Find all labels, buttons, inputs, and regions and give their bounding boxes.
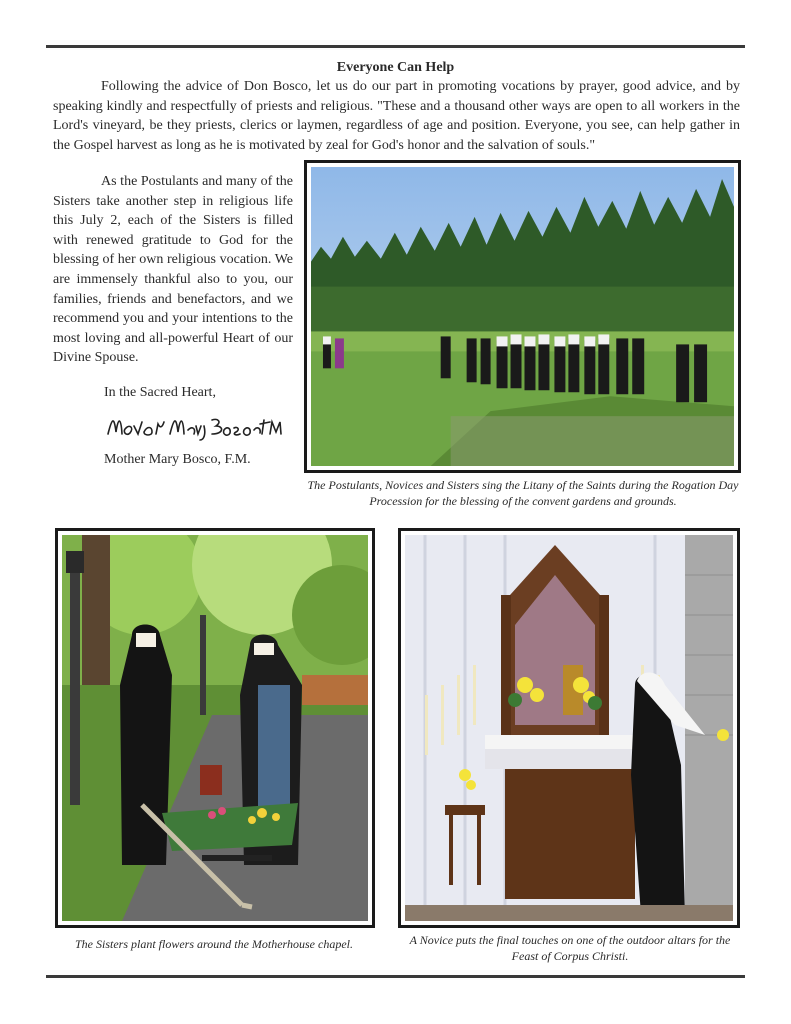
handwritten-signature [104, 408, 284, 444]
closing-salutation: In the Sacred Heart, [104, 385, 216, 400]
procession-photo [304, 160, 741, 473]
bottom-rule [46, 975, 745, 978]
planting-caption: The Sisters plant flowers around the Motherhouse chapel. [75, 937, 353, 951]
altar-caption: A Novice puts the final touches on one of the outdoor altars for the Feast of Corpus Christi. [409, 933, 731, 963]
signer-name: Mother Mary Bosco, F.M. [104, 452, 251, 467]
procession-caption: The Postulants, Novices and Sisters sing the Litany of the Saints during the Rogation Day Procession for the blessing of the convent gardens and grounds. [307, 478, 739, 508]
top-rule [46, 45, 745, 48]
article-paragraph-1: Following the advice of Don Bosco, let us do our part in promoting vocations by prayer, good advice, and by speaking kindly and respectfully of priests and religious. "These and a thousand other ways are open to all workers in the Lord's vineyard, be they priests, clerics or laymen, regardless of age and position. Everyone, you see, can help gather in the Gospel harvest as long as he is motivated by zeal for God's honor and the salvation of souls." [53, 79, 740, 153]
article-heading: Everyone Can Help [336, 60, 455, 75]
article-paragraph-2: As the Postulants and many of the Sisters take another step in religious life this July 2, each of the Sisters is filled with renewed gratitude to God for the blessing of her own religious vocation. We are immensely thankful also to you, our families, friends and benefactors, and we recommend you and your intentions to the most loving and all-powerful Heart of our Divine Spouse. [53, 174, 293, 366]
altar-photo [398, 528, 740, 928]
planting-photo [55, 528, 375, 928]
